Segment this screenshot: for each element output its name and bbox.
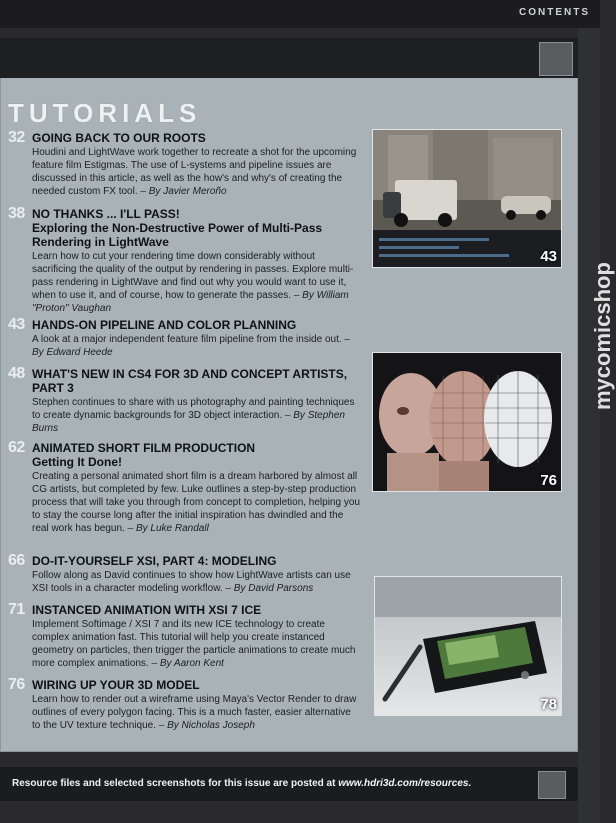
- thumbnail-street-scene[interactable]: [372, 129, 562, 268]
- watermark: mycomicshop: [590, 262, 615, 410]
- entry-title[interactable]: INSTANCED ANIMATION WITH XSI 7 ICE: [32, 603, 262, 617]
- entry-description: [32, 618, 360, 670]
- toc-entry[interactable]: [8, 207, 360, 315]
- entry-title[interactable]: WIRING UP YOUR 3D MODEL: [32, 678, 200, 692]
- panel-header-bar: [0, 38, 578, 78]
- entry-subtitle: Getting It Done!: [32, 455, 122, 469]
- page-number: 66: [8, 552, 25, 569]
- footer-bar: [0, 767, 578, 801]
- street-scene-image: [373, 130, 561, 267]
- byline: – By Aaron Kent: [151, 658, 224, 669]
- thumbnail-page-number: 43: [540, 248, 557, 265]
- description-text: A look at a major independent feature film pipeline from the inside out.: [32, 334, 342, 345]
- entry-title[interactable]: GOING BACK TO OUR ROOTS: [32, 131, 206, 145]
- description-text: Houdini and LightWave work together to recreate a shot for the upcoming feature film Estigmas. The use of L-systems and pipeline issues are discussed in this article, as well as the how's and why's of creating the needed custom FX tool.: [32, 147, 357, 197]
- entry-subtitle: Exploring the Non-Destructive Power of Multi-Pass Rendering in LightWave: [32, 221, 323, 249]
- entry-description: [32, 333, 360, 359]
- toc-entry[interactable]: [8, 678, 360, 732]
- entry-description: [32, 146, 360, 198]
- byline: – By Stephen Burns: [32, 410, 345, 434]
- entry-description: [32, 396, 360, 435]
- section-title: TUTORIALS: [8, 98, 202, 128]
- wireframe-heads-image: [373, 353, 561, 491]
- resources-link[interactable]: www.hdri3d.com/resources.: [338, 778, 472, 789]
- footer-square-decoration: [538, 771, 566, 799]
- page-number: 38: [8, 205, 25, 222]
- entry-title[interactable]: HANDS-ON PIPELINE AND COLOR PLANNING: [32, 318, 297, 332]
- top-bar: [0, 0, 600, 28]
- toc-entry[interactable]: [8, 318, 360, 359]
- entry-description: [32, 693, 360, 732]
- description-text: Stephen continues to share with us photography and painting techniques to create dynamic backgrounds for 3D object interaction.: [32, 397, 355, 421]
- footer-text: [12, 778, 471, 789]
- description-text: Implement Softimage / XSI 7 and its new ICE technology to create complex animation fast. This tutorial will help you create instanced geometry on particles, then trigger the particle animations to create much more complex animations.: [32, 619, 356, 669]
- byline: – By Luke Randall: [127, 523, 209, 534]
- toc-entry[interactable]: [8, 441, 360, 535]
- entry-title[interactable]: WHAT'S NEW IN CS4 FOR 3D AND CONCEPT ARTISTS, PART 3: [32, 367, 348, 395]
- handheld-device-image: [375, 577, 561, 715]
- footer-message: Resource files and selected screenshots for this issue are posted at: [12, 778, 336, 789]
- toc-entry[interactable]: [8, 131, 360, 198]
- thumbnail-page-number: 78: [540, 696, 557, 713]
- thumbnail-handheld-device[interactable]: [374, 576, 562, 716]
- byline: – By Nicholas Joseph: [158, 720, 255, 731]
- byline: – By Javier Meroño: [140, 186, 227, 197]
- entry-description: [32, 470, 360, 535]
- toc-entry[interactable]: [8, 603, 360, 670]
- page-edge: [578, 28, 600, 823]
- byline: – By David Parsons: [225, 583, 314, 594]
- description-text: Creating a personal animated short film is a dream harbored by almost all CG artists, but completed by few. Luke outlines a step-by-step production process that will take you through from concept to completion, helping you to stay the course long after the initial inspiration has dwindled and the real work has begun.: [32, 471, 360, 534]
- byline: – By William "Proton" Vaughan: [32, 290, 349, 314]
- page-number: 62: [8, 439, 25, 456]
- description-text: Learn how to render out a wireframe using Maya's Vector Render to draw outlines of every polygon facing. This is a much faster, easier alternative to the UV texture technique.: [32, 694, 357, 731]
- description-text: Learn how to cut your rendering time down considerably without sacrificing the quality of the output by rendering in passes. Explore multi-pass rendering in LightWave and find out why you would want to use it, when to use it, and of course, how to generate the passes.: [32, 251, 354, 301]
- section-label: CONTENTS: [519, 7, 590, 18]
- entry-title[interactable]: DO-IT-YOURSELF XSI, PART 4: MODELING: [32, 554, 277, 568]
- page-number: 48: [8, 365, 25, 382]
- description-text: Follow along as David continues to show how LightWave artists can use XSI tools in a character modeling workflow.: [32, 570, 351, 594]
- toc-entry[interactable]: [8, 367, 360, 435]
- page-number: 32: [8, 129, 25, 146]
- header-square-decoration: [539, 42, 573, 76]
- entry-title[interactable]: NO THANKS ... I'LL PASS!: [32, 207, 180, 221]
- byline: – By Edward Heede: [32, 334, 350, 358]
- thumbnail-page-number: 76: [540, 472, 557, 489]
- entry-description: [32, 569, 360, 595]
- entry-title[interactable]: ANIMATED SHORT FILM PRODUCTION: [32, 441, 256, 455]
- toc-entry[interactable]: [8, 554, 360, 595]
- page-number: 43: [8, 316, 25, 333]
- entry-description: [32, 250, 360, 315]
- page-number: 71: [8, 601, 25, 618]
- thumbnail-wireframe-heads[interactable]: [372, 352, 562, 492]
- page-number: 76: [8, 676, 25, 693]
